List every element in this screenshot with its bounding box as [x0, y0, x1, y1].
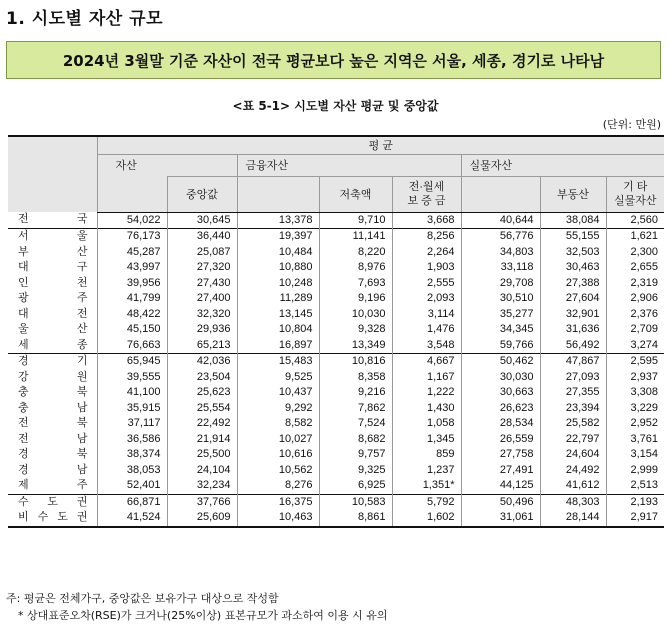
- table-cell: 27,400: [167, 291, 237, 307]
- table-cell: 13,378: [237, 212, 319, 229]
- table-cell: 65,213: [167, 338, 237, 354]
- table-cell: 8,358: [319, 370, 392, 386]
- table-cell: 10,816: [319, 354, 392, 370]
- table-cell: 3,668: [392, 212, 461, 229]
- table-cell: 3,548: [392, 338, 461, 354]
- table-cell: 10,248: [237, 276, 319, 292]
- table-cell: 2,555: [392, 276, 461, 292]
- table-row: [8, 307, 664, 323]
- table-cell: 41,799: [97, 291, 167, 307]
- table-cell: 1,058: [392, 416, 461, 432]
- region-name: 수 도 권: [8, 494, 97, 510]
- table-cell: 48,422: [97, 307, 167, 323]
- table-cell: 10,030: [319, 307, 392, 323]
- footnote-2: * 상대표준오차(RSE)가 크거나(25%이상) 표본규모가 과소하여 이용 시 유의: [18, 609, 388, 622]
- table-row: [8, 478, 664, 494]
- table-cell: 22,492: [167, 416, 237, 432]
- table-row: [8, 385, 664, 401]
- table-body: [8, 212, 664, 527]
- table-cell: 7,693: [319, 276, 392, 292]
- table-title: <표 5-1> 시도별 자산 평균 및 중앙값: [232, 99, 439, 113]
- table-cell: 38,084: [540, 212, 606, 229]
- table-cell: 8,220: [319, 245, 392, 261]
- table-cell: 859: [392, 447, 461, 463]
- table-cell: 32,901: [540, 307, 606, 323]
- other-real-asset-header: [606, 176, 664, 212]
- table-cell: 44,125: [461, 478, 540, 494]
- table-cell: 43,997: [97, 260, 167, 276]
- footnote-1: 주: 평균은 전체가구, 중앙값은 보유가구 대상으로 작성함: [6, 592, 279, 605]
- region-name: 충 남: [18, 401, 88, 414]
- region-name: 서 울: [8, 229, 97, 245]
- table-cell: 24,104: [167, 463, 237, 479]
- region-name: 세 종: [18, 338, 88, 351]
- table-cell: 3,274: [606, 338, 664, 354]
- table-cell: 27,320: [167, 260, 237, 276]
- other-header-line1: 기 타: [623, 181, 648, 193]
- table-cell: 2,917: [606, 510, 664, 527]
- table-cell: 9,196: [319, 291, 392, 307]
- table-cell: 31,061: [461, 510, 540, 527]
- table-cell: 7,862: [319, 401, 392, 417]
- table-cell: 27,355: [540, 385, 606, 401]
- table-cell: 3,154: [606, 447, 664, 463]
- region-name: 제 주: [18, 479, 88, 491]
- table-cell: 54,022: [97, 212, 167, 229]
- region-name: 경 기: [8, 354, 97, 370]
- table-row: [8, 260, 664, 276]
- table-cell: 36,440: [167, 229, 237, 245]
- table-row: [8, 245, 664, 261]
- table-cell: 9,292: [237, 401, 319, 417]
- table-cell: 24,604: [540, 447, 606, 463]
- table-cell: 2,937: [606, 370, 664, 386]
- table-cell: 2,193: [606, 494, 664, 510]
- table-row: [8, 416, 664, 432]
- table-cell: 2,300: [606, 245, 664, 261]
- unit-label: (단위: 만원): [602, 118, 661, 131]
- other-header-line2: 실물자산: [613, 195, 657, 207]
- table-row: [8, 276, 664, 292]
- region-name: 강 원: [18, 370, 88, 383]
- table-cell: 10,880: [237, 260, 319, 276]
- table-cell: 30,663: [461, 385, 540, 401]
- table-cell: 1,476: [392, 322, 461, 338]
- table-row: [8, 463, 664, 479]
- table-cell: 32,503: [540, 245, 606, 261]
- table-cell: 41,612: [540, 478, 606, 494]
- table-cell: 36,586: [97, 432, 167, 448]
- table-cell: 9,328: [319, 322, 392, 338]
- table-cell: 5,792: [392, 494, 461, 510]
- table-cell: 3,114: [392, 307, 461, 323]
- table-cell: 8,256: [392, 229, 461, 245]
- region-name: 전 국: [18, 213, 88, 226]
- table-cell: 10,437: [237, 385, 319, 401]
- deposit-header-line1: 전·월세: [408, 181, 445, 193]
- table-cell: 24,492: [540, 463, 606, 479]
- table-cell: 2,906: [606, 291, 664, 307]
- table-cell: 50,462: [461, 354, 540, 370]
- section-title: 1. 시도별 자산 규모: [6, 9, 163, 29]
- table-cell: 27,604: [540, 291, 606, 307]
- table-cell: 23,504: [167, 370, 237, 386]
- table-cell: 1,621: [606, 229, 664, 245]
- table-cell: 34,345: [461, 322, 540, 338]
- table-cell: 47,867: [540, 354, 606, 370]
- region-name: 충 북: [18, 386, 88, 398]
- region-name: 광 주: [18, 292, 88, 304]
- summary-banner-text: 2024년 3월말 기준 자산이 전국 평균보다 높은 지역은 서울, 세종, 경기로 나타남: [62, 51, 605, 70]
- savings-header: 저축액: [319, 176, 392, 212]
- region-name: 부 산: [18, 245, 88, 258]
- table-cell: 56,776: [461, 229, 540, 245]
- table-cell: 25,087: [167, 245, 237, 261]
- region-name: 울 산: [18, 323, 88, 335]
- asset-table: [8, 135, 664, 528]
- asset-header: 자산: [97, 154, 237, 176]
- table-cell: 8,582: [237, 416, 319, 432]
- table-cell: 10,484: [237, 245, 319, 261]
- region-name: 인 천: [18, 276, 88, 289]
- table-cell: 2,264: [392, 245, 461, 261]
- table-cell: 16,897: [237, 338, 319, 354]
- table-cell: 2,952: [606, 416, 664, 432]
- table-cell: 1,602: [392, 510, 461, 527]
- table-cell: 1,167: [392, 370, 461, 386]
- table-row: [8, 338, 664, 354]
- table-cell: 1,903: [392, 260, 461, 276]
- table-cell: 39,956: [97, 276, 167, 292]
- table-cell: 1,351*: [392, 478, 461, 494]
- table-row: [8, 401, 664, 417]
- average-header: 평 균: [97, 136, 664, 154]
- table-cell: 4,667: [392, 354, 461, 370]
- table-row: [8, 212, 664, 229]
- table-cell: 10,463: [237, 510, 319, 527]
- region-name: 대 구: [18, 261, 88, 273]
- real-asset-header: 실물자산: [461, 154, 664, 176]
- table-cell: 10,562: [237, 463, 319, 479]
- table-cell: 9,325: [319, 463, 392, 479]
- table-cell: 35,277: [461, 307, 540, 323]
- table-cell: 29,936: [167, 322, 237, 338]
- table-cell: 41,100: [97, 385, 167, 401]
- table-cell: 9,216: [319, 385, 392, 401]
- table-cell: 38,374: [97, 447, 167, 463]
- table-cell: 15,483: [237, 354, 319, 370]
- table-cell: 39,555: [97, 370, 167, 386]
- table-row: [8, 432, 664, 448]
- table-cell: 41,524: [97, 510, 167, 527]
- table-cell: 1,430: [392, 401, 461, 417]
- table-cell: 10,616: [237, 447, 319, 463]
- deposit-header-line2: 보 증 금: [407, 195, 446, 207]
- table-cell: 33,118: [461, 260, 540, 276]
- region-name: 전 북: [18, 417, 88, 429]
- table-cell: 2,655: [606, 260, 664, 276]
- table-cell: 32,234: [167, 478, 237, 494]
- table-cell: 52,401: [97, 478, 167, 494]
- table-cell: 26,623: [461, 401, 540, 417]
- table-cell: 27,430: [167, 276, 237, 292]
- region-name: 전 남: [18, 432, 88, 445]
- table-cell: 27,758: [461, 447, 540, 463]
- median-header: 중앙값: [167, 176, 237, 212]
- realestate-header: 부동산: [540, 176, 606, 212]
- table-cell: 25,582: [540, 416, 606, 432]
- table-cell: 45,150: [97, 322, 167, 338]
- table-cell: 9,710: [319, 212, 392, 229]
- summary-banner: [6, 41, 661, 79]
- table-cell: 31,636: [540, 322, 606, 338]
- table-cell: 25,609: [167, 510, 237, 527]
- table-cell: 30,510: [461, 291, 540, 307]
- table-cell: 2,999: [606, 463, 664, 479]
- table-cell: 25,500: [167, 447, 237, 463]
- table-cell: 48,303: [540, 494, 606, 510]
- table-cell: 2,560: [606, 212, 664, 229]
- table-cell: 28,144: [540, 510, 606, 527]
- table-cell: 2,595: [606, 354, 664, 370]
- table-cell: 10,804: [237, 322, 319, 338]
- table-cell: 8,682: [319, 432, 392, 448]
- table-cell: 1,345: [392, 432, 461, 448]
- table-cell: 19,397: [237, 229, 319, 245]
- table-cell: 11,141: [319, 229, 392, 245]
- table-cell: 10,027: [237, 432, 319, 448]
- table-row: [8, 370, 664, 386]
- table-cell: 25,623: [167, 385, 237, 401]
- region-header: [8, 136, 97, 212]
- table-cell: 1,237: [392, 463, 461, 479]
- table-cell: 22,797: [540, 432, 606, 448]
- deposit-header: [392, 176, 461, 212]
- table-cell: 13,349: [319, 338, 392, 354]
- region-name: 경 북: [18, 448, 88, 460]
- table-cell: 55,155: [540, 229, 606, 245]
- table-cell: 7,524: [319, 416, 392, 432]
- table-cell: 37,766: [167, 494, 237, 510]
- table-cell: 34,803: [461, 245, 540, 261]
- table-cell: 40,644: [461, 212, 540, 229]
- table-cell: 56,492: [540, 338, 606, 354]
- table-cell: 2,319: [606, 276, 664, 292]
- table-cell: 28,534: [461, 416, 540, 432]
- table-row: [8, 322, 664, 338]
- financial-asset-header: 금융자산: [237, 154, 461, 176]
- region-name: 비 수 도 권: [8, 510, 97, 527]
- table-cell: 76,173: [97, 229, 167, 245]
- table-cell: 2,513: [606, 478, 664, 494]
- table-cell: 8,976: [319, 260, 392, 276]
- table-cell: 27,491: [461, 463, 540, 479]
- table-cell: 30,463: [540, 260, 606, 276]
- table-cell: 27,388: [540, 276, 606, 292]
- region-name: 경 남: [18, 463, 88, 476]
- table-cell: 6,925: [319, 478, 392, 494]
- table-row: [8, 510, 664, 527]
- table-cell: 38,053: [97, 463, 167, 479]
- table-cell: 65,945: [97, 354, 167, 370]
- table-cell: 25,554: [167, 401, 237, 417]
- table-row: [8, 494, 664, 510]
- table-cell: 30,030: [461, 370, 540, 386]
- table-cell: 35,915: [97, 401, 167, 417]
- table-cell: 10,583: [319, 494, 392, 510]
- table-cell: 3,229: [606, 401, 664, 417]
- table-cell: 11,289: [237, 291, 319, 307]
- table-cell: 37,117: [97, 416, 167, 432]
- table-row: [8, 229, 664, 245]
- region-name: 대 전: [18, 307, 88, 320]
- table-cell: 50,496: [461, 494, 540, 510]
- table-row: [8, 447, 664, 463]
- table-cell: 2,376: [606, 307, 664, 323]
- table-cell: 8,861: [319, 510, 392, 527]
- table-cell: 32,320: [167, 307, 237, 323]
- table-cell: 66,871: [97, 494, 167, 510]
- table-row: [8, 354, 664, 370]
- table-cell: 3,761: [606, 432, 664, 448]
- table-cell: 76,663: [97, 338, 167, 354]
- table-cell: 13,145: [237, 307, 319, 323]
- table-cell: 2,709: [606, 322, 664, 338]
- table-cell: 9,757: [319, 447, 392, 463]
- table-cell: 26,559: [461, 432, 540, 448]
- table-cell: 42,036: [167, 354, 237, 370]
- table-cell: 1,222: [392, 385, 461, 401]
- table-row: [8, 291, 664, 307]
- table-cell: 45,287: [97, 245, 167, 261]
- table-cell: 30,645: [167, 212, 237, 229]
- table-cell: 27,093: [540, 370, 606, 386]
- table-cell: 23,394: [540, 401, 606, 417]
- table-cell: 16,375: [237, 494, 319, 510]
- table-cell: 2,093: [392, 291, 461, 307]
- table-cell: 8,276: [237, 478, 319, 494]
- table-cell: 29,708: [461, 276, 540, 292]
- table-cell: 21,914: [167, 432, 237, 448]
- table-cell: 59,766: [461, 338, 540, 354]
- table-cell: 3,308: [606, 385, 664, 401]
- table-cell: 9,525: [237, 370, 319, 386]
